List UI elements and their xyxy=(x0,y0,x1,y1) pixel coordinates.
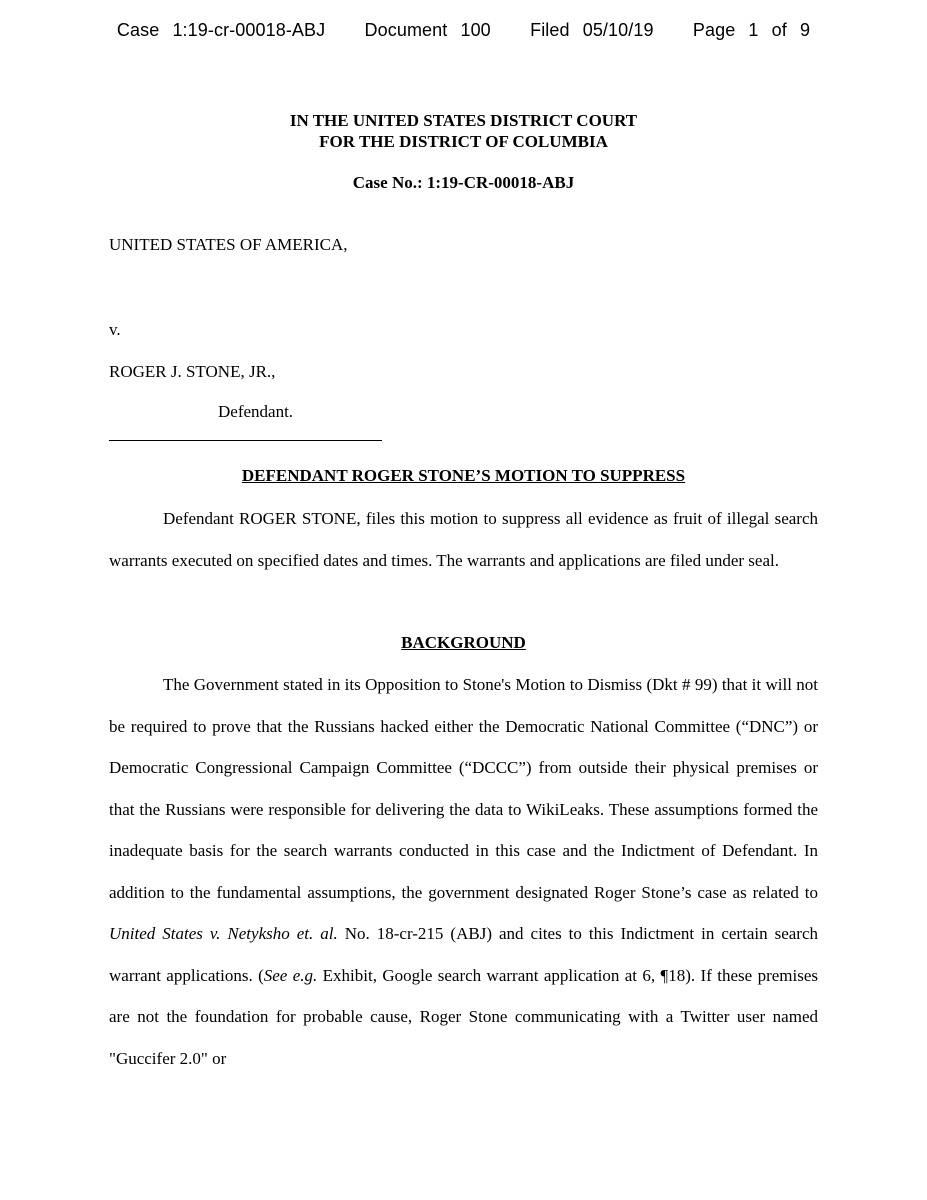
ecf-header-stamp: Case 1:19-cr-00018-ABJ Document 100 Filed 05/10/19 Page 1 of 9 xyxy=(116,20,811,40)
case-citation: United States v. Netyksho et. al. xyxy=(109,924,338,943)
case-number: Case No.: 1:19-CR-00018-ABJ xyxy=(352,173,575,192)
caption-plaintiff: UNITED STATES OF AMERICA, xyxy=(109,235,348,254)
background-text-part1: The Government stated in its Opposition to Stone's Motion to Dismiss (Dkt # 99) that it will not be required to prove that the Russians hacked either the Democratic National Committee (“DNC”) or Democratic Congressional Campaign Committee (“DCCC”) from outside their physical premises or that the Russians were responsible for delivering the data to WikiLeaks. These assumptions formed the inadequate basis for the search warrants conducted in this case and the Indictment of Defendant. In addition to the fundamental assumptions, the government designated Roger Stone’s case as related to xyxy=(109,675,818,902)
see-eg-signal: See e.g. xyxy=(263,965,318,985)
background-text-part2: No. 18-cr-215 (ABJ) and cites to this Indictment in certain search warrant applications. ( xyxy=(109,924,818,985)
background-text-part3: Exhibit, Google search warrant application at 6, ¶18). If these premises are not the foundation for probable cause, Roger Stone communicating with a Twitter user named "Guccifer 2.0" or xyxy=(109,965,818,1068)
intro-paragraph: Defendant ROGER STONE, files this motion to suppress all evidence as fruit of illegal search warrants executed on specified dates and times. The warrants and applications are filed under seal. xyxy=(109,509,818,570)
caption-versus: v. xyxy=(109,320,121,339)
caption-defendant-label: Defendant. xyxy=(218,402,294,421)
court-name-line: IN THE UNITED STATES DISTRICT COURT xyxy=(289,111,638,130)
court-heading xyxy=(0,110,927,152)
background-heading: BACKGROUND xyxy=(401,633,526,652)
background-paragraph xyxy=(109,664,818,1079)
motion-title: DEFENDANT ROGER STONE’S MOTION TO SUPPRESS xyxy=(241,466,686,485)
court-district-line: FOR THE DISTRICT OF COLUMBIA xyxy=(319,132,608,151)
caption-defendant-name: ROGER J. STONE, JR., xyxy=(109,362,276,381)
caption-divider xyxy=(109,440,382,441)
